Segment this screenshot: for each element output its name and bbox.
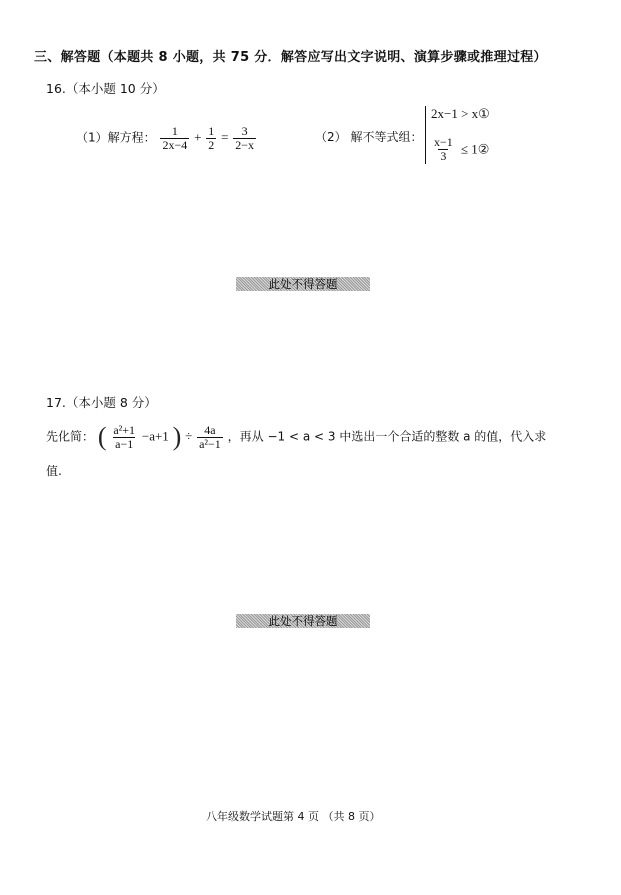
page-footer: 八年级数学试题第 4 页 （共 8 页） bbox=[206, 810, 381, 823]
q17-tail-2: 值. bbox=[46, 464, 62, 478]
no-answer-stamp-q17: 此处不得答题 bbox=[236, 614, 370, 628]
q17-middle: −a+1 bbox=[141, 428, 169, 444]
q16-part1 bbox=[76, 125, 257, 151]
q17-header: 17.（本小题 8 分） bbox=[46, 395, 157, 410]
eq-fraction-3: $\frac{3}{2-x}$ bbox=[235, 124, 255, 152]
q17-tail: ，再从 −1 < a < 3 中选出一个合适的整数 a 的值，代入求 bbox=[227, 429, 547, 444]
q17-fraction-1: $\frac{\text{a²+1}}{a-1}$ bbox=[113, 422, 136, 451]
eq-fraction-1: $\frac{1}{2x-4}$ bbox=[162, 124, 188, 152]
q16-part1-label: （1）解方程： bbox=[76, 130, 156, 145]
ineq2-fraction: $\frac{x-1}{3}$ bbox=[434, 135, 453, 163]
eq-equals: = bbox=[221, 129, 229, 145]
section-heading: 三、解答题（本题共 8 小题，共 75 分．解答应写出文字说明、演算步骤或推理过程） bbox=[34, 50, 547, 65]
q17-lead: 先化简： bbox=[46, 429, 95, 444]
left-paren: ( bbox=[97, 422, 107, 451]
inequality-2: $\frac{x-1}{3}$ ≤ 1② bbox=[434, 135, 490, 163]
q17-fraction-2: $\frac{4a}{\text{a²−1}}$ bbox=[199, 422, 221, 451]
right-paren: ) bbox=[172, 422, 182, 451]
inequality-1: 2x−1 > x① bbox=[431, 106, 490, 121]
q16-header: 16.（本小题 10 分） bbox=[46, 81, 165, 96]
inequality-brace bbox=[425, 106, 426, 164]
q17-expression bbox=[46, 422, 546, 452]
q17-divide: ÷ bbox=[185, 428, 193, 444]
eq-fraction-2: $\frac{1}{2}$ bbox=[208, 124, 215, 152]
q16-part2-label: （2） 解不等式组： bbox=[315, 130, 423, 144]
no-answer-stamp-q16: 此处不得答题 bbox=[236, 277, 370, 291]
eq-plus: + bbox=[194, 129, 202, 145]
